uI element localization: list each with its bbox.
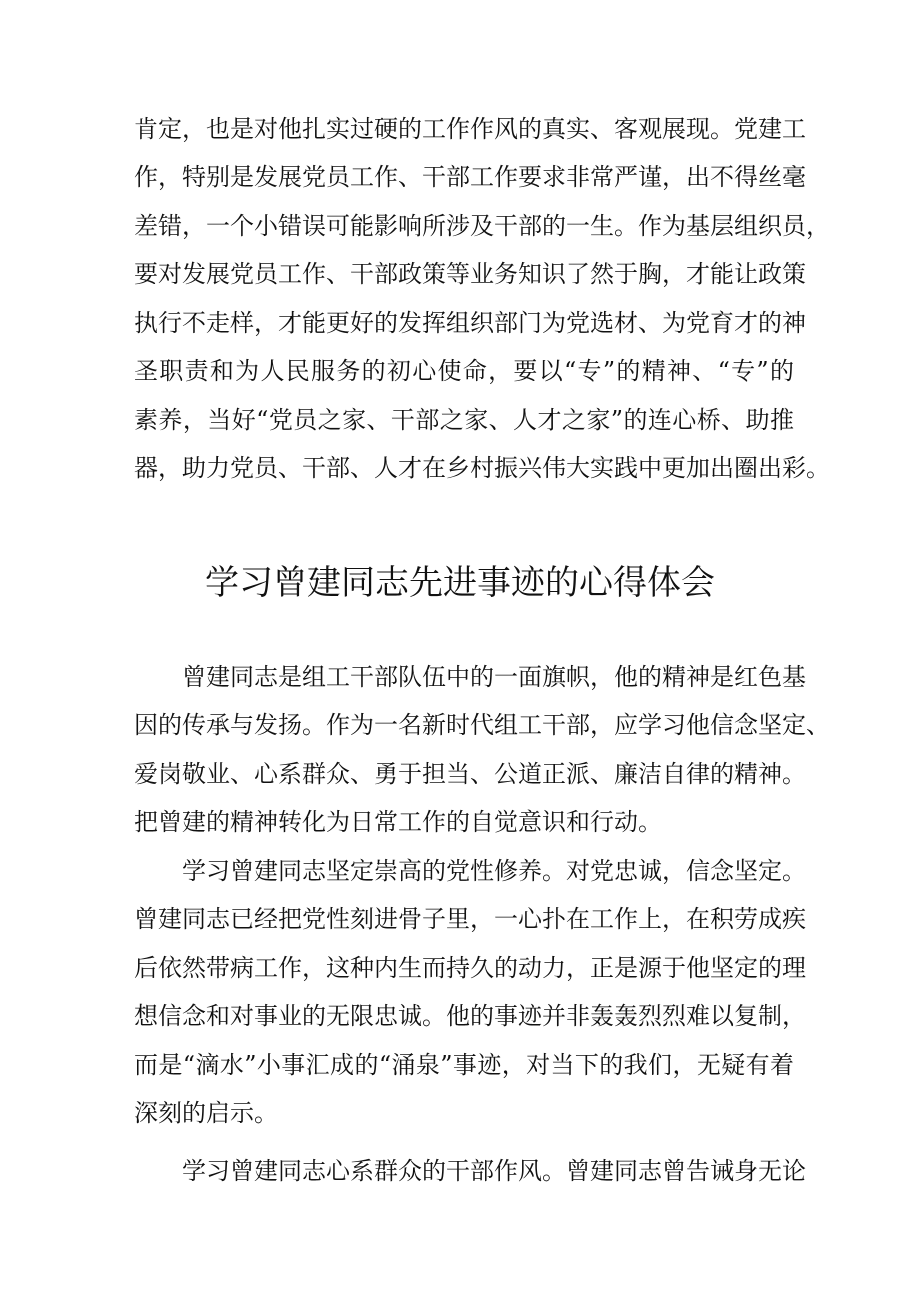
text-line: 爱岗敬业、心系群众、勇于担当、公道正派、廉洁自律的精神。 [134,760,806,788]
text-line: 要对发展党员工作、干部政策等业务知识了然于胸，才能让政策 [134,260,806,288]
article-title: 学习曾建同志先进事迹的心得体会 [205,563,715,603]
text-line: 作，特别是发展党员工作、干部工作要求非常严谨，出不得丝毫 [134,163,806,191]
text-line: 肯定，也是对他扎实过硬的工作作风的真实、客观展现。党建工 [134,115,806,143]
text-line: 把曾建的精神转化为日常工作的自觉意识和行动。 [134,808,662,836]
text-line: 差错，一个小错误可能影响所涉及干部的一生。作为基层组织员， [134,212,830,240]
text-line: 执行不走样，才能更好的发挥组织部门为党选材、为党育才的神 [134,309,806,337]
text-line: 器，助力党员、干部、人才在乡村振兴伟大实践中更加出圈出彩。 [134,454,830,482]
text-line: 曾建同志是组工干部队伍中的一面旗帜，他的精神是红色基 [182,663,806,691]
text-line: 曾建同志已经把党性刻进骨子里，一心扑在工作上，在积劳成疾 [134,905,806,933]
text-line: 想信念和对事业的无限忠诚。他的事迹并非轰轰烈烈难以复制， [134,1002,806,1030]
text-line: 素养，当好“党员之家、干部之家、人才之家”的连心桥、助推 [134,406,794,434]
text-line: 圣职责和为人民服务的初心使命，要以“专”的精神、“专”的 [134,357,794,385]
text-line: 而是“滴水”小事汇成的“涌泉”事迹，对当下的我们，无疑有着 [134,1051,794,1079]
text-line: 学习曾建同志坚定崇高的党性修养。对党忠诚，信念坚定。 [182,857,806,885]
text-line: 因的传承与发扬。作为一名新时代组工干部，应学习他信念坚定、 [134,711,830,739]
text-line: 后依然带病工作，这种内生而持久的动力，正是源于他坚定的理 [134,954,806,982]
text-line: 学习曾建同志心系群众的干部作风。曾建同志曾告诫身无论 [182,1157,806,1185]
text-line: 深刻的启示。 [134,1099,278,1127]
